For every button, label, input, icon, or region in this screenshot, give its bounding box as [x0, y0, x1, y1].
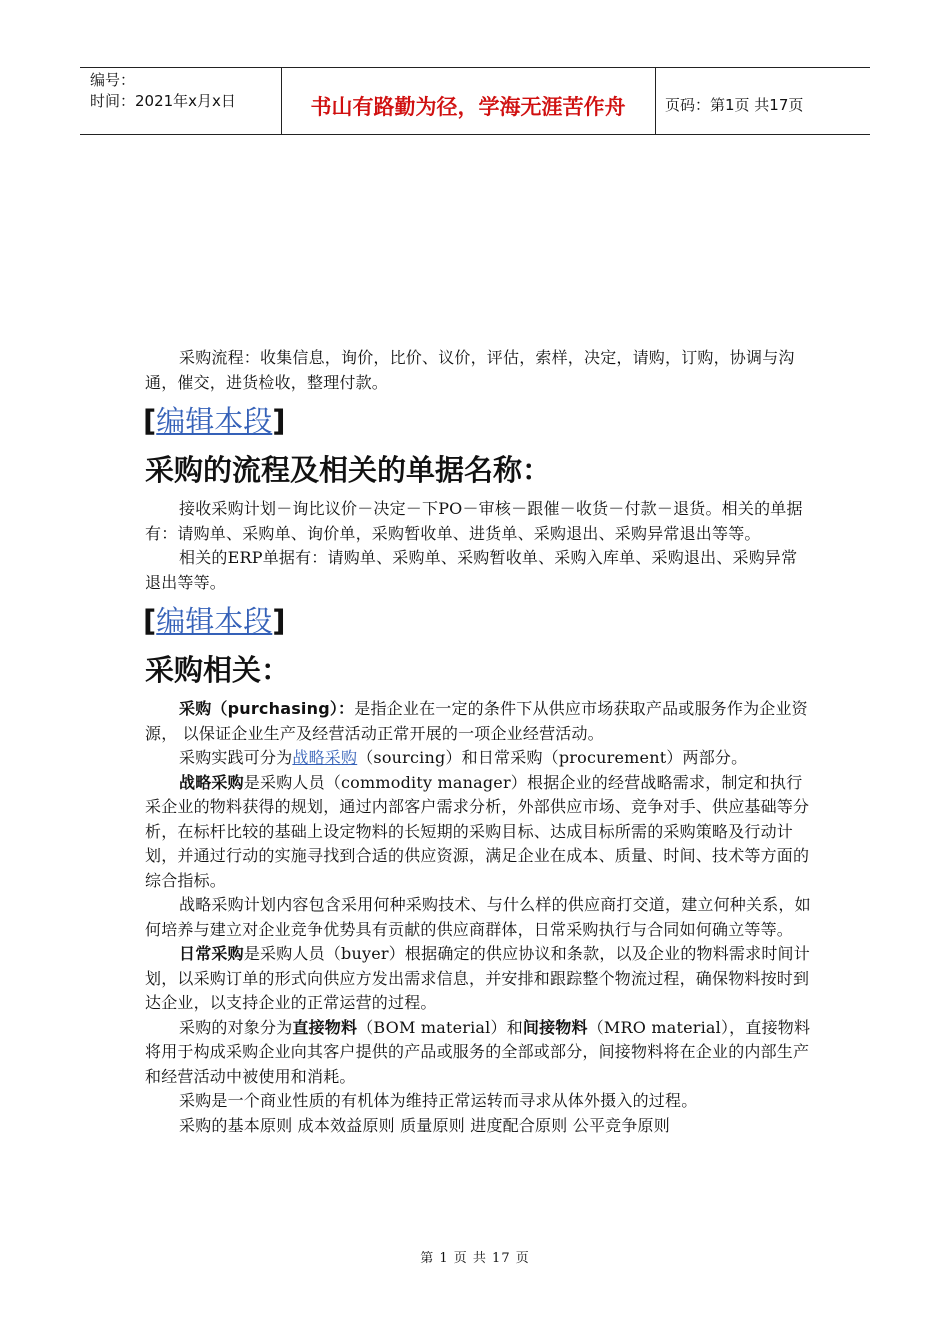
edit-link[interactable]: 编辑本段: [156, 604, 273, 638]
paragraph-daily: 日常采购是采购人员（buyer）根据确定的供应协议和条款，以及企业的物料需求时间计划，以采购订单的形式向供应方发出需求信息，并安排和跟踪整个物流过程，确保物料按时到达企业，以支持企业的正常运营的过程。: [145, 944, 810, 1012]
header-meta: [90, 70, 236, 112]
header-table: [80, 67, 870, 135]
paragraph-purchasing: 采购（purchasing）：是指企业在一定的条件下从供应市场获取产品或服务作为企业资源， 以保证企业生产及经营活动正常开展的一项企业经营活动。: [145, 699, 808, 743]
edit-section-link-1: [编辑本段]: [143, 404, 286, 438]
paragraph: 相关的ERP单据有：请购单、采购单、采购暂收单、采购入库单、采购退出、采购异常退出等等。: [145, 548, 798, 592]
paragraph: 接收采购计划－询比议价－决定－下PO－审核－跟催－收货－付款－退货。相关的单据有：请购单、采购单、询价单，采购暂收单、进货单、采购退出、采购异常退出等等。: [145, 499, 803, 543]
paragraph-materials: 采购的对象分为直接物料（BOM material）和间接物料（MRO material），直接物料将用于构成采购企业向其客户提供的产品或服务的全部或部分，间接物料将在企业的内部生产和经营活动中被使用和消耗。: [145, 1017, 811, 1086]
edit-section-link-2: [编辑本段]: [143, 604, 286, 638]
document-time-label: 时间：2021年x月x日: [90, 92, 236, 110]
intro-paragraph: 采购流程：收集信息，询价，比价、议价，评估，索样，决定，请购，订购，协调与沟通，催交，进货检收，整理付款。: [145, 348, 795, 392]
page-footer: 第 1 页 共 17 页: [420, 1251, 530, 1266]
section-title-process: 采购的流程及相关的单据名称：: [145, 453, 552, 487]
strategic-sourcing-link[interactable]: 战略采购: [292, 748, 358, 767]
paragraph-strategic-plan: 战略采购计划内容包含采用何种采购技术、与什么样的供应商打交道，建立何种关系，如何培养与建立对企业竞争优势具有贡献的供应商群体，日常采购执行与合同如何确立等等。: [145, 895, 811, 939]
edit-link[interactable]: 编辑本段: [156, 404, 273, 438]
section-title-related: 采购相关：: [145, 653, 291, 687]
header-page-info: 页码：第1页 共17页: [665, 96, 804, 114]
paragraph-definition: 采购是一个商业性质的有机体为维持正常运转而寻求从体外摄入的过程。: [179, 1091, 698, 1110]
paragraph-principles: 采购的基本原则 成本效益原则 质量原则 进度配合原则 公平竞争原则: [179, 1115, 670, 1135]
header-divider: [655, 68, 656, 134]
document-body: [145, 346, 813, 1138]
paragraph-strategic: 战略采购是采购人员（commodity manager）根据企业的经营战略需求，制定和执行采企业的物料获得的规划，通过内部客户需求分析，外部供应市场、竞争对手、供应基础等分析，在标杆比较的基础上设定物料的长短期的采购目标、达成目标所需的采购策略及行动计划，并通过行动的实施寻找到合适的供应资源，满足企业在成本、质量、时间、技术等方面的综合指标。: [145, 772, 810, 890]
paragraph-practice: 采购实践可分为战略采购（sourcing）和日常采购（procurement）两部分。: [179, 748, 748, 767]
header-motto: 书山有路勤为径，学海无涯苦作舟: [310, 95, 626, 119]
document-number-label: 编号：: [90, 71, 136, 89]
